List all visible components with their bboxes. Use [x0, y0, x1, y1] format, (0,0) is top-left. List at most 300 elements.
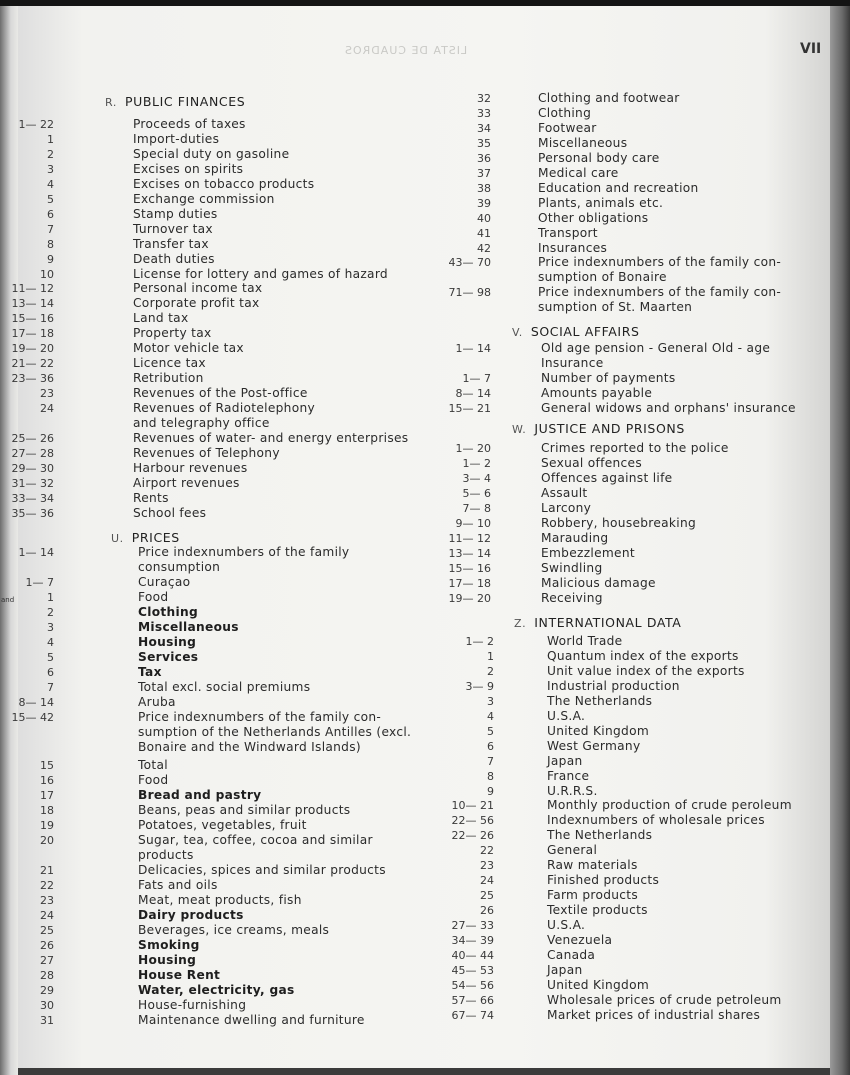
table-number: 40— 44	[451, 948, 494, 962]
book-spine-edge	[830, 6, 850, 1075]
table-number: 33	[477, 106, 491, 120]
list-item	[18, 456, 830, 471]
list-item	[18, 501, 830, 516]
table-title: Assault	[541, 485, 588, 500]
list-item	[18, 724, 830, 739]
table-number: 43— 70	[448, 256, 491, 270]
table-title: Sugar, tea, coffee, cocoa and similar	[138, 833, 373, 847]
table-title: Total excl. social premiums	[138, 680, 311, 694]
table-number: 22— 26	[451, 829, 494, 843]
table-number: 23	[40, 894, 54, 907]
table-number: 5— 6	[462, 486, 491, 500]
list-item	[18, 978, 830, 993]
table-title: Personal income tax	[133, 281, 263, 296]
table-title: Unit value index of the exports	[547, 663, 745, 678]
table-title: Stamp duties	[133, 206, 218, 221]
list-item	[18, 858, 830, 873]
table-title: Personal body care	[538, 150, 660, 165]
table-title: Revenues of Radiotelephony	[133, 401, 315, 416]
table-number: 13— 14	[11, 297, 54, 311]
table-title: Robbery, housebreaking	[541, 515, 697, 530]
table-number: 16	[40, 774, 54, 787]
table-title: Textile products	[547, 903, 648, 918]
table-title: and telegraphy office	[133, 416, 270, 430]
table-title: Bread and pastry	[138, 788, 262, 802]
list-item	[18, 694, 830, 709]
list-item	[18, 531, 830, 546]
table-title: Embezzlement	[541, 545, 635, 560]
table-title: House Rent	[138, 968, 221, 982]
table-title: Clothing	[538, 105, 592, 120]
list-item	[18, 356, 830, 371]
list-item	[18, 963, 830, 978]
table-number: 7	[47, 222, 54, 236]
table-number: 7	[487, 754, 494, 768]
table-title: Potatoes, vegetables, fruit	[138, 818, 307, 832]
table-title: Price indexnumbers of the family	[138, 545, 350, 559]
table-number: 5	[47, 651, 54, 664]
table-number: 45— 53	[451, 963, 494, 977]
list-item	[18, 471, 830, 486]
list-item	[18, 813, 830, 828]
table-number: 39	[477, 196, 491, 210]
table-number: 23	[40, 387, 54, 401]
table-title: Japan	[547, 962, 583, 977]
table-title: Crimes reported to the police	[541, 441, 729, 455]
table-title: Fats and oils	[138, 878, 218, 892]
section-title: INTERNATIONAL DATA	[534, 615, 682, 630]
table-number: 27— 28	[11, 446, 54, 460]
list-item	[18, 591, 830, 606]
list-item	[18, 486, 830, 501]
list-item	[18, 255, 830, 270]
table-number: 23— 36	[11, 372, 54, 386]
table-title: Number of payments	[541, 371, 676, 385]
section-title: PRICES	[131, 530, 180, 545]
table-number: 3	[47, 162, 54, 176]
list-item	[18, 341, 830, 356]
table-number: 67— 74	[451, 1008, 494, 1022]
table-number: 17— 18	[11, 327, 54, 341]
table-title: West Germany	[547, 738, 641, 753]
list-item	[18, 843, 830, 858]
table-title: sumption of Bonaire	[538, 270, 667, 285]
table-title: products	[138, 848, 194, 862]
table-number: 21	[40, 864, 54, 877]
table-title: U.S.A.	[547, 708, 586, 723]
table-number: 3	[487, 694, 494, 708]
table-number: 22	[40, 879, 54, 892]
table-title: Excises on tobacco products	[133, 176, 315, 191]
list-item	[18, 561, 830, 576]
table-number: 22	[480, 844, 494, 858]
table-title: Miscellaneous	[538, 135, 628, 150]
table-title: Bonaire and the Windward Islands)	[138, 740, 361, 754]
table-number: 3— 4	[462, 471, 491, 485]
table-title: World Trade	[547, 634, 623, 648]
table-number: 17— 18	[448, 576, 491, 590]
bleedthrough-header: LISTA DE CUADROS	[344, 44, 468, 57]
list-item	[18, 196, 830, 211]
list-item	[18, 903, 830, 918]
table-title: Smoking	[138, 938, 200, 952]
table-number: 27	[40, 954, 54, 967]
list-item	[18, 270, 830, 285]
table-number: 9	[487, 784, 494, 798]
table-title: Monthly production of crude peroleum	[547, 798, 792, 813]
table-number: 34— 39	[451, 934, 494, 947]
table-number: 19— 20	[11, 342, 54, 356]
table-number: 4	[47, 177, 54, 191]
list-item	[18, 516, 830, 531]
table-title: Footwear	[538, 120, 597, 135]
section-letter: R.	[105, 96, 117, 109]
table-number: 18	[40, 804, 54, 817]
table-number: 6	[47, 207, 54, 221]
table-number: 33— 34	[11, 491, 54, 505]
table-number: 10	[40, 267, 54, 281]
table-title: Corporate profit tax	[133, 296, 260, 311]
table-title: Transfer tax	[133, 236, 209, 251]
table-number: 40	[477, 211, 491, 225]
table-number: 26	[480, 904, 494, 918]
table-title: Beverages, ice creams, meals	[138, 923, 330, 937]
table-number: 2	[47, 147, 54, 161]
table-number: 20	[40, 834, 54, 847]
list-item	[18, 948, 830, 963]
list-item	[18, 1008, 830, 1023]
section-letter: W.	[512, 423, 527, 436]
table-number: 37	[477, 166, 491, 180]
table-number: 5	[487, 724, 494, 738]
table-number: 15— 42	[11, 711, 54, 724]
table-title: Revenues of water- and energy enterprises	[133, 430, 409, 445]
table-title: Death duties	[133, 251, 215, 266]
table-number: 7— 8	[462, 501, 491, 515]
table-number: 42	[477, 241, 491, 255]
table-title: Harbour revenues	[133, 460, 248, 475]
table-number: 36	[477, 151, 491, 165]
table-title: Retribution	[133, 371, 204, 386]
table-title: The Netherlands	[547, 828, 653, 843]
table-title: Indexnumbers of wholesale prices	[547, 813, 765, 828]
table-number: 26	[40, 939, 54, 952]
table-title: Sexual offences	[541, 455, 642, 470]
list-item	[18, 300, 830, 315]
table-number: 32	[477, 92, 491, 105]
table-title: Food	[138, 773, 169, 787]
table-title: Airport revenues	[133, 475, 240, 490]
table-title: Finished products	[547, 873, 660, 888]
table-title: Housing	[138, 635, 197, 649]
table-number: 2	[487, 664, 494, 678]
table-title: General widows and orphans' insurance	[541, 401, 796, 415]
table-number: 24	[480, 874, 494, 888]
section-w-header	[512, 421, 685, 436]
table-number: 6	[487, 739, 494, 753]
list-item	[18, 241, 830, 256]
table-number: 8— 14	[455, 387, 491, 400]
table-title: Dairy products	[138, 908, 244, 922]
table-number: 3— 9	[465, 679, 494, 693]
list-item	[18, 933, 830, 948]
table-number: 57— 66	[451, 993, 494, 1007]
table-title: Aruba	[138, 695, 176, 709]
table-title: Land tax	[133, 311, 189, 326]
table-number: 30	[40, 999, 54, 1012]
list-item	[18, 386, 830, 401]
table-number: 6	[47, 666, 54, 679]
list-item	[18, 401, 830, 416]
table-title: sumption of the Netherlands Antilles (excl.	[138, 725, 412, 739]
list-item	[18, 769, 830, 784]
list-item	[18, 546, 830, 561]
table-number: 10— 21	[451, 799, 494, 813]
table-title: Insurance	[541, 356, 604, 370]
table-title: Swindling	[541, 560, 603, 575]
table-number: 1— 20	[455, 442, 491, 455]
table-title: Raw materials	[547, 858, 638, 873]
table-title: Tax	[138, 665, 162, 679]
table-number: 71— 98	[448, 286, 491, 300]
table-title: Rents	[133, 490, 169, 505]
list-item	[18, 211, 830, 226]
table-number: 24	[40, 909, 54, 922]
table-title: Other obligations	[538, 210, 649, 225]
table-title: House-furnishing	[138, 998, 247, 1012]
table-number: 8	[47, 237, 54, 251]
table-title: Japan	[547, 753, 583, 768]
table-title: Property tax	[133, 326, 212, 341]
table-number: 2	[47, 606, 54, 619]
table-number: 1— 7	[462, 372, 491, 385]
table-title: Housing	[138, 953, 197, 967]
scan-bottom-border	[18, 1068, 830, 1075]
section-letter: V.	[512, 326, 523, 339]
list-item	[18, 181, 830, 196]
table-number: 1	[47, 132, 54, 146]
table-title: Transport	[538, 225, 598, 240]
table-title: Licence tax	[133, 356, 206, 371]
table-number: 1— 2	[462, 456, 491, 470]
table-title: France	[547, 768, 590, 783]
table-title: Excises on spirits	[133, 161, 244, 176]
table-title: License for lottery and games of hazard	[133, 266, 388, 281]
table-title: Farm products	[547, 888, 639, 903]
table-number: 1	[487, 649, 494, 663]
table-number: 9— 10	[455, 516, 491, 530]
list-item	[18, 605, 830, 620]
list-item	[18, 828, 830, 843]
table-title: Venezuela	[547, 933, 613, 947]
table-number: 23	[480, 859, 494, 873]
table-title: Meat, meat products, fish	[138, 893, 302, 907]
table-number: 1— 2	[465, 635, 494, 648]
table-title: Import-duties	[133, 131, 220, 146]
table-title: Marauding	[541, 530, 609, 545]
table-title: Clothing and footwear	[538, 91, 680, 105]
table-title: Canada	[547, 947, 596, 962]
table-title: Turnover tax	[133, 221, 213, 236]
table-number: 15— 16	[448, 561, 491, 575]
list-item	[18, 993, 830, 1008]
table-number: 8— 14	[18, 696, 54, 709]
list-item	[18, 798, 830, 813]
table-number: 3	[47, 621, 54, 634]
table-number: 1	[47, 591, 54, 604]
table-number: 1— 7	[25, 576, 54, 589]
table-title: Quantum index of the exports	[547, 648, 739, 663]
table-title: Receiving	[541, 590, 603, 605]
list-item	[18, 576, 830, 591]
table-number: 22— 56	[451, 814, 494, 828]
table-title: U.S.A.	[547, 918, 586, 933]
table-title: Old age pension - General Old - age	[541, 341, 771, 355]
table-title: Beans, peas and similar products	[138, 803, 351, 817]
list-item	[18, 151, 830, 166]
table-title: Special duty on gasoline	[133, 146, 290, 161]
list-item	[18, 709, 830, 724]
table-title: Maintenance dwelling and furniture	[138, 1013, 365, 1027]
table-number: 13— 14	[448, 546, 491, 560]
table-title: Revenues of the Post-office	[133, 386, 308, 401]
list-item	[18, 620, 830, 635]
list-item	[18, 754, 830, 769]
table-number: 15	[40, 759, 54, 772]
table-number: 29	[40, 984, 54, 997]
list-item	[18, 634, 830, 649]
table-title: Offences against life	[541, 470, 673, 485]
document-page	[11, 6, 830, 1068]
table-number: 38	[477, 181, 491, 195]
list-item	[18, 679, 830, 694]
table-title: Miscellaneous	[138, 620, 239, 634]
table-number: 35— 36	[11, 506, 54, 520]
table-title: Motor vehicle tax	[133, 341, 244, 356]
table-number: 25— 26	[11, 431, 54, 445]
table-number: 19	[40, 819, 54, 832]
section-title: SOCIAL AFFAIRS	[530, 324, 640, 339]
list-item	[18, 784, 830, 799]
table-number: 1— 14	[455, 342, 491, 355]
list-item	[18, 106, 830, 121]
table-title: United Kingdom	[547, 723, 650, 738]
table-title: U.R.R.S.	[547, 783, 598, 798]
table-number: 9	[47, 252, 54, 266]
table-number: 31— 32	[11, 476, 54, 490]
table-number: 41	[477, 226, 491, 240]
table-number: 4	[47, 636, 54, 649]
table-number: 25	[40, 924, 54, 937]
list-item	[18, 226, 830, 241]
table-title: Price indexnumbers of the family con-	[138, 710, 382, 724]
table-number: 35	[477, 136, 491, 150]
table-title: Delicacies, spices and similar products	[138, 863, 386, 877]
list-item	[18, 739, 830, 754]
table-title: United Kingdom	[547, 977, 650, 992]
table-title: Wholesale prices of crude petroleum	[547, 992, 782, 1007]
table-title: Curaçao	[138, 575, 191, 589]
table-title: Water, electricity, gas	[138, 983, 295, 997]
table-title: Insurances	[538, 240, 608, 255]
list-item	[18, 664, 830, 679]
margin-fragment: and	[1, 596, 15, 604]
table-title: Malicious damage	[541, 575, 656, 590]
table-title: The Netherlands	[547, 693, 653, 708]
table-number: 15— 21	[448, 402, 491, 415]
section-z-header	[514, 615, 681, 630]
table-title: Industrial production	[547, 678, 680, 693]
table-number: 19— 20	[448, 591, 491, 605]
list-item	[18, 121, 830, 136]
table-title: Amounts payable	[541, 386, 653, 400]
table-number: 24	[40, 402, 54, 416]
table-title: Education and recreation	[538, 180, 699, 195]
list-item	[18, 371, 830, 386]
table-number: 11— 12	[11, 282, 54, 296]
table-number: 5	[47, 192, 54, 206]
list-item	[18, 136, 830, 151]
table-number: 15— 16	[11, 312, 54, 326]
table-title: Plants, animals etc.	[538, 195, 664, 210]
list-item	[11, 326, 830, 341]
table-number: 28	[40, 969, 54, 982]
table-number: 25	[480, 889, 494, 903]
section-letter: U.	[111, 532, 124, 545]
section-letter: Z.	[514, 617, 527, 630]
table-title: Food	[138, 590, 169, 604]
list-item	[18, 888, 830, 903]
table-number: 31	[40, 1014, 54, 1027]
table-title: Price indexnumbers of the family con-	[538, 255, 782, 270]
list-item	[18, 166, 830, 181]
list-item	[18, 441, 830, 456]
section-v-header	[512, 324, 640, 339]
table-title: Clothing	[138, 605, 198, 619]
table-title: Total	[138, 758, 168, 772]
table-number: 21— 22	[11, 357, 54, 371]
list-item	[18, 285, 830, 300]
table-number: 1— 14	[18, 546, 54, 559]
table-number: 27— 33	[451, 919, 494, 933]
list-item	[18, 416, 830, 431]
table-title: consumption	[138, 560, 221, 574]
table-title: Exchange commission	[133, 191, 275, 206]
table-title: Proceeds of taxes	[133, 117, 246, 131]
table-title: Medical care	[538, 165, 619, 180]
table-title: Larcony	[541, 500, 592, 515]
list-item	[18, 649, 830, 664]
table-title: General	[547, 843, 598, 858]
table-number: 7	[47, 681, 54, 694]
table-number: 29— 30	[11, 461, 54, 475]
table-number: 54— 56	[451, 978, 494, 992]
table-number: 1— 22	[18, 118, 54, 131]
table-title: Market prices of industrial shares	[547, 1007, 761, 1022]
table-title: sumption of St. Maarten	[538, 300, 693, 315]
table-title: School fees	[133, 505, 207, 520]
table-number: 11— 12	[448, 531, 491, 545]
list-item	[18, 918, 830, 933]
table-title: Services	[138, 650, 199, 664]
page-number: VII	[800, 41, 822, 57]
list-item	[18, 91, 830, 106]
table-title: Revenues of Telephony	[133, 445, 280, 460]
table-number: 34	[477, 121, 491, 135]
section-title: PUBLIC FINANCES	[124, 94, 246, 109]
section-title: JUSTICE AND PRISONS	[534, 421, 685, 436]
table-number: 17	[40, 789, 54, 802]
